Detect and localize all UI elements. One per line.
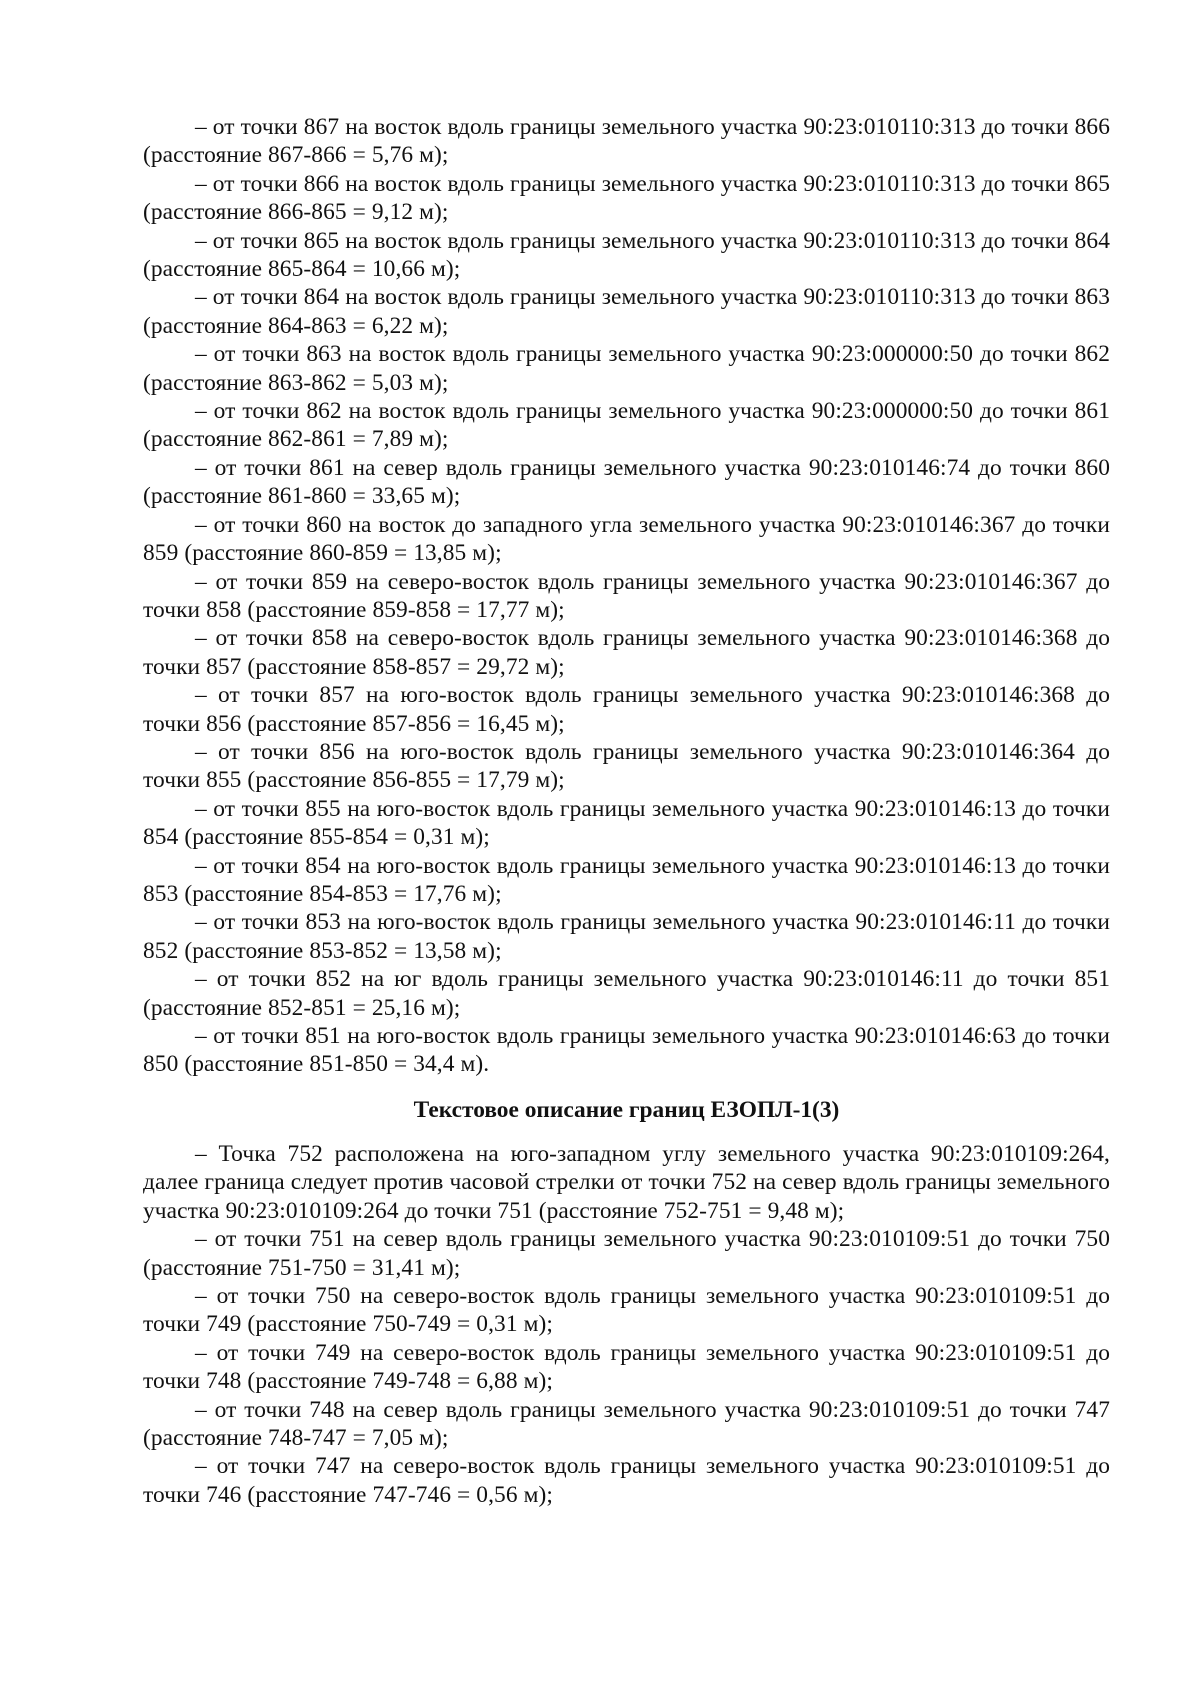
boundary-paragraph: – от точки 857 на юго-восток вдоль границы земельного участка 90:23:010146:368 до точки 856 (расстояние 857-856 = 16,45 м); [143,682,1110,737]
boundary-paragraph: – от точки 858 на северо-восток вдоль границы земельного участка 90:23:010146:368 до точки 857 (расстояние 858-857 = 29,72 м); [143,625,1110,680]
boundary-description-continued [143,113,1110,1079]
boundary-paragraph: – от точки 751 на север вдоль границы земельного участка 90:23:010109:51 до точки 750 (расстояние 751-750 = 31,41 м); [143,1226,1110,1281]
section-title: Текстовое описание границ ЕЗОПЛ-1(3) [413,1097,840,1123]
boundary-paragraph: – от точки 864 на восток вдоль границы земельного участка 90:23:010110:313 до точки 863 (расстояние 864-863 = 6,22 м); [143,284,1110,339]
boundary-paragraph: – от точки 866 на восток вдоль границы земельного участка 90:23:010110:313 до точки 865 (расстояние 866-865 = 9,12 м); [143,170,1110,226]
boundary-paragraph: – от точки 867 на восток вдоль границы земельного участка 90:23:010110:313 до точки 866 (расстояние 867-866 = 5,76 м); [143,114,1110,169]
boundary-paragraph: – от точки 854 на юго-восток вдоль границы земельного участка 90:23:010146:13 до точки 853 (расстояние 854-853 = 17,76 м); [143,852,1110,907]
boundary-paragraph: – от точки 861 на север вдоль границы земельного участка 90:23:010146:74 до точки 860 (расстояние 861-860 = 33,65 м); [143,454,1110,510]
boundary-paragraph: – от точки 853 на юго-восток вдоль границы земельного участка 90:23:010146:11 до точки 852 (расстояние 853-852 = 13,58 м); [143,909,1110,964]
boundary-paragraph: – от точки 856 на юго-восток вдоль границы земельного участка 90:23:010146:364 до точки 855 (расстояние 856-855 = 17,79 м); [143,738,1110,794]
boundary-paragraph: – от точки 851 на юго-восток вдоль границы земельного участка 90:23:010146:63 до точки 850 (расстояние 851-850 = 34,4 м). [143,1023,1110,1078]
boundary-paragraph: – от точки 852 на юг вдоль границы земельного участка 90:23:010146:11 до точки 851 (расстояние 852-851 = 25,16 м); [143,966,1110,1021]
boundary-paragraph: – от точки 748 на север вдоль границы земельного участка 90:23:010109:51 до точки 747 (расстояние 748-747 = 7,05 м); [143,1396,1110,1452]
boundary-paragraph: – от точки 862 на восток вдоль границы земельного участка 90:23:000000:50 до точки 861 (расстояние 862-861 = 7,89 м); [143,398,1110,453]
boundary-paragraph: – от точки 860 на восток до западного угла земельного участка 90:23:010146:367 до точки 859 (расстояние 860-859 = 13,85 м); [143,511,1110,567]
boundary-paragraph: – от точки 865 на восток вдоль границы земельного участка 90:23:010110:313 до точки 864 (расстояние 865-864 = 10,66 м); [143,227,1110,283]
boundary-paragraph: – Точка 752 расположена на юго-западном углу земельного участка 90:23:010109:264, далее граница следует против часовой стрелки от точки 752 на север вдоль границы земельного участка 90:23:010109:264 до точки 751 (расстояние 752-751 = 9,48 м); [143,1141,1110,1224]
boundary-paragraph: – от точки 859 на северо-восток вдоль границы земельного участка 90:23:010146:367 до точки 858 (расстояние 859-858 = 17,77 м); [143,568,1110,623]
boundary-paragraph: – от точки 747 на северо-восток вдоль границы земельного участка 90:23:010109:51 до точки 746 (расстояние 747-746 = 0,56 м); [143,1453,1110,1508]
boundary-paragraph: – от точки 855 на юго-восток вдоль границы земельного участка 90:23:010146:13 до точки 854 (расстояние 855-854 = 0,31 м); [143,795,1110,851]
boundary-description-ezopl [143,1140,1110,1509]
boundary-paragraph: – от точки 749 на северо-восток вдоль границы земельного участка 90:23:010109:51 до точки 748 (расстояние 749-748 = 6,88 м); [143,1339,1110,1395]
boundary-paragraph: – от точки 750 на северо-восток вдоль границы земельного участка 90:23:010109:51 до точки 749 (расстояние 750-749 = 0,31 м); [143,1283,1110,1338]
boundary-paragraph: – от точки 863 на восток вдоль границы земельного участка 90:23:000000:50 до точки 862 (расстояние 863-862 = 5,03 м); [143,341,1110,396]
